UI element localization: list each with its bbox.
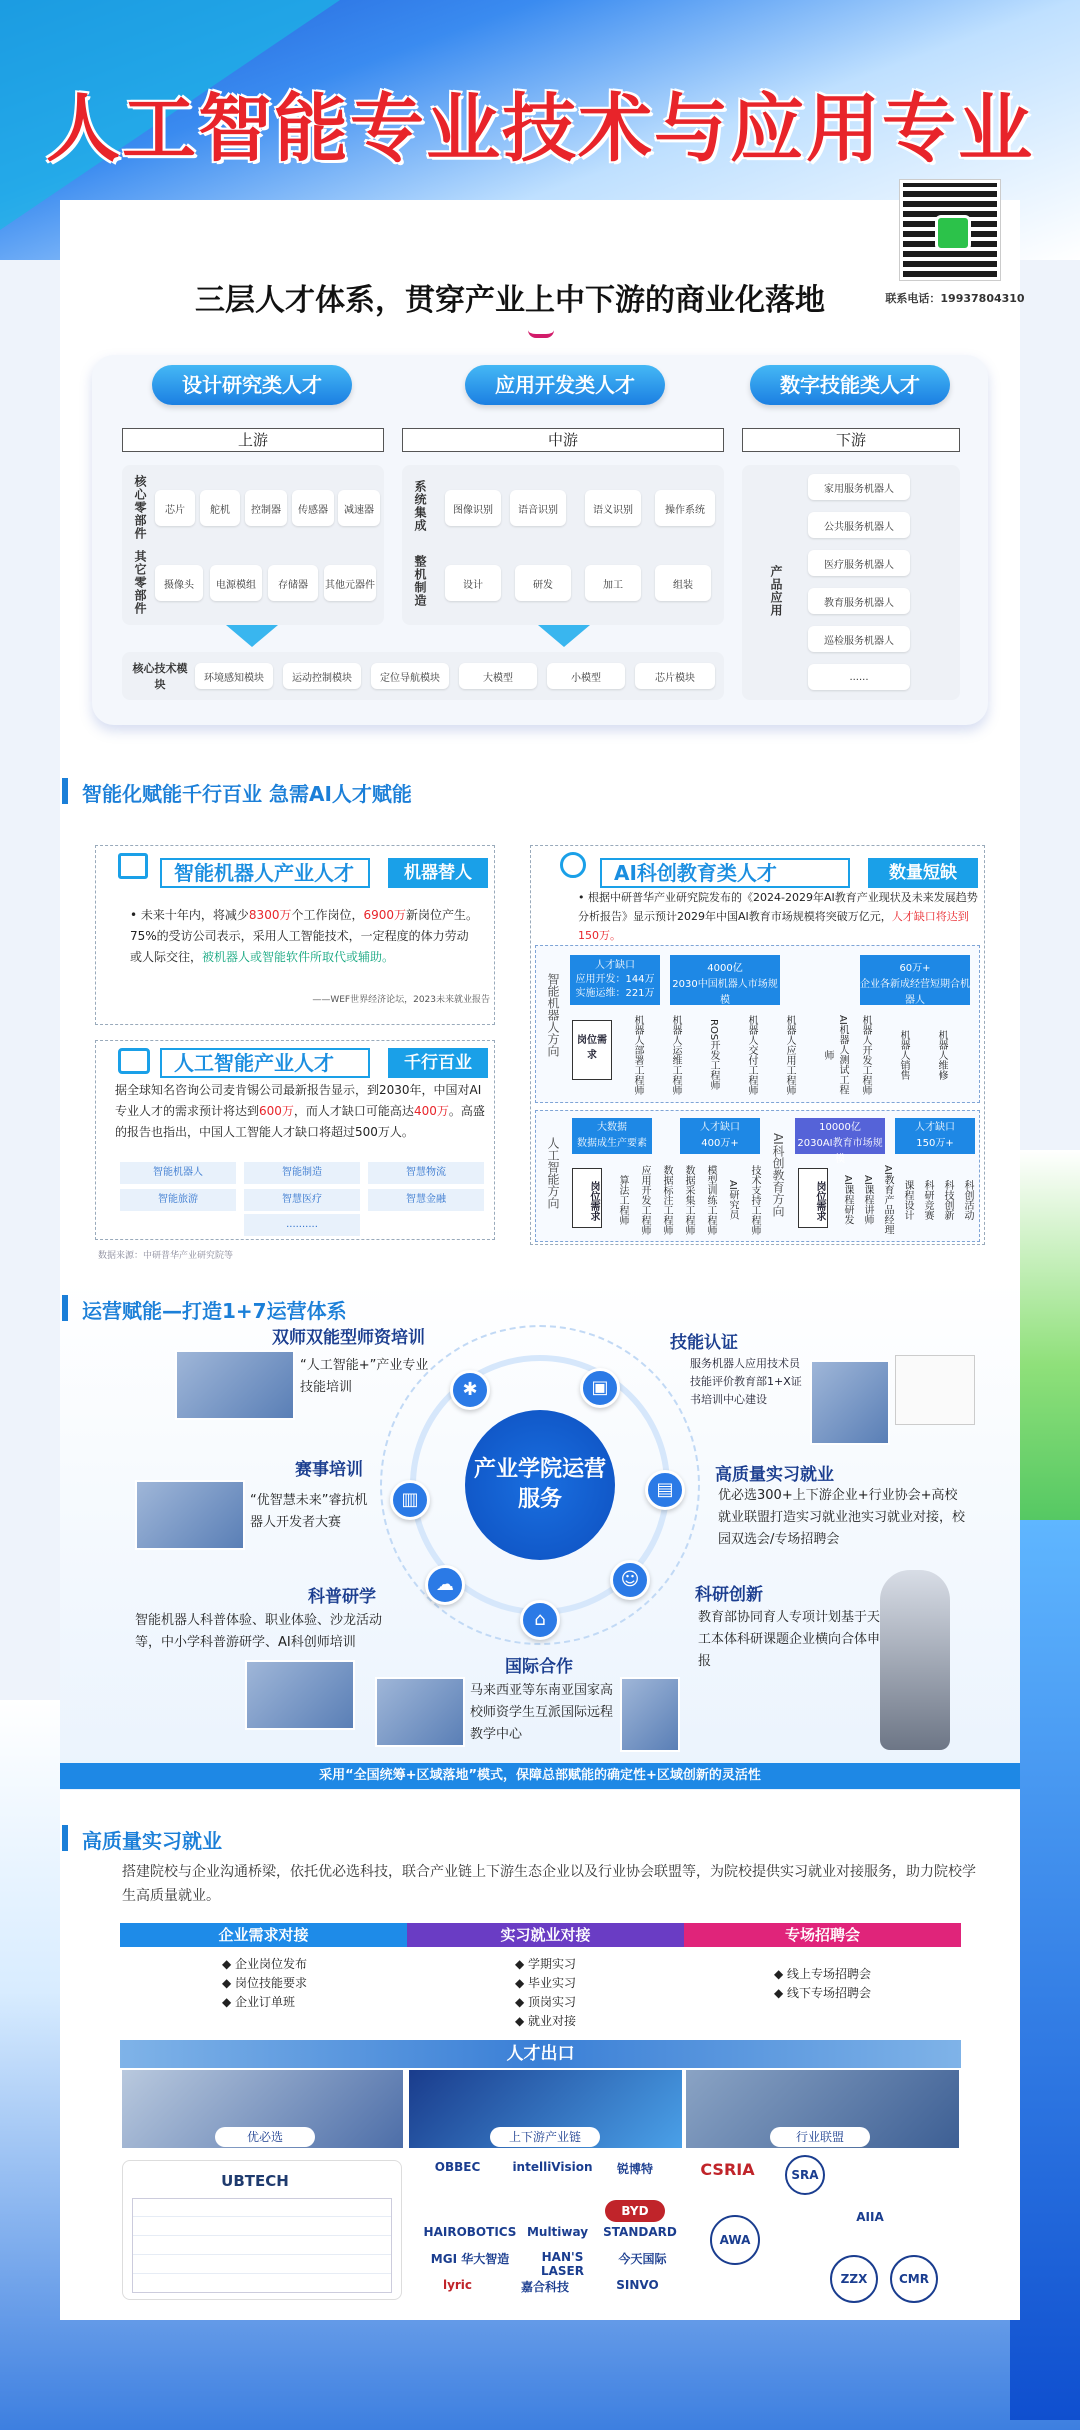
logo-18: AIIA: [856, 2210, 884, 2224]
job1-5: 机器人应用工程师: [784, 1015, 795, 1095]
mini-1: 智能机器人: [120, 1162, 236, 1184]
job2-1: 算法工程师: [617, 1174, 628, 1225]
logo-11: MGI 华大智造: [430, 2252, 510, 2266]
intl-photo-1: [375, 1677, 465, 1747]
job1-3: ROS开发工程师: [708, 1019, 719, 1091]
chip-mid-4: 操作系统: [655, 490, 715, 526]
job3-3: AI教育产品经理: [882, 1164, 893, 1235]
gap-e: 10000亿 2030AI教育市场规模: [795, 1118, 885, 1154]
dir-ai: 人工智能方向: [546, 1137, 560, 1209]
stage-down: 下游: [742, 428, 960, 452]
logo-4: 锐博特: [616, 2162, 653, 2176]
center-circle: 产业学院运营服务: [465, 1410, 615, 1560]
side-green-band: [1020, 1150, 1080, 1580]
job3-4: 课程设计: [902, 1179, 913, 1220]
job3-7: 科创活动: [962, 1179, 973, 1220]
logo-15: 嘉合科技: [520, 2280, 569, 2294]
label-manufacturing: 整机制造: [413, 555, 427, 607]
gap-f: 人才缺口 150万+: [895, 1118, 975, 1154]
midstream-group: [402, 465, 724, 625]
chip-down-6: ......: [808, 664, 910, 690]
talent-subtitle: 三层人才体系，贯穿产业上中下游的商业化落地: [195, 283, 825, 318]
logo-13: 今天国际: [618, 2252, 667, 2266]
research-title: 科普研学: [308, 1587, 376, 1607]
cert-text: 服务机器人应用技术员技能评价教育部1+X证书培训中心建设: [690, 1357, 802, 1406]
intern-text: 优必选300+上下游企业+行业协会+高校就业联盟打造实习就业池实习就业对接，校园双选会/专场招聘会: [718, 1488, 966, 1547]
upstream-group: [122, 465, 384, 625]
pill-design: 设计研究类人才: [152, 365, 352, 405]
ai-industry-tag: 千行百业: [388, 1048, 488, 1078]
job3-1: AI课程研发: [842, 1174, 853, 1225]
intl-photo-2: [620, 1677, 680, 1752]
pos-label-3: 岗位需求: [798, 1168, 828, 1228]
core-tech-label: 核心技术模块: [132, 662, 188, 691]
job1-2: 机器人运维工程师: [670, 1015, 681, 1095]
comp-title: 赛事培训: [295, 1460, 363, 1480]
logo-ubtech: UBTECH: [221, 2172, 289, 2190]
job2-3: 数据标注工程师: [661, 1164, 672, 1235]
col-head-2: 实习就业对接: [407, 1923, 684, 1947]
factory-icon: [118, 853, 148, 879]
job1-7: 机器人开发工程师: [860, 1015, 871, 1095]
ai-industry-title: 人工智能产业人才: [160, 1048, 370, 1078]
dir-edu: AI科创教育方向: [771, 1133, 785, 1217]
chart-node-icon: ▤: [645, 1470, 685, 1510]
logo-10: STANDARD: [603, 2225, 677, 2239]
research-text: 智能机器人科普体验、职业体验、沙龙活动等，中小学科普游研学、AI科创师培训: [135, 1613, 383, 1650]
chip-up-8: 存储器: [268, 565, 318, 601]
qr-code: [900, 180, 1000, 280]
job1-8: 机器人销售: [898, 1030, 909, 1080]
chip-up-9: 其他元器件: [324, 565, 376, 601]
mini-3: 智慧物流: [368, 1162, 484, 1184]
section-bar-2: [62, 1295, 68, 1321]
cert-photo: [810, 1360, 890, 1445]
job3-2: AI课程讲师: [862, 1174, 873, 1225]
chip-mid-6: 研发: [515, 565, 571, 601]
chip-down-4: 教育服务机器人: [808, 588, 910, 614]
humanoid-robot: [880, 1570, 950, 1750]
chip-up-5: 减速器: [338, 490, 380, 526]
chip-up-6: 摄像头: [155, 565, 203, 601]
logo-3: intelliVision: [512, 2160, 593, 2174]
gap-a: 人才缺口 应用开发：144万 实施运维：221万: [570, 955, 660, 1005]
arrow-mid: [538, 625, 590, 647]
big-data: 大数据 数据成生产要素: [572, 1118, 652, 1154]
section-bar-1: [62, 778, 68, 804]
logo-14: lyric: [442, 2278, 473, 2292]
intl-title: 国际合作: [505, 1657, 573, 1677]
label-core-parts: 核心零部件: [133, 475, 147, 540]
stage-up: 上游: [122, 428, 384, 452]
chip-mid-7: 加工: [585, 565, 641, 601]
chip-mid-8: 组装: [655, 565, 711, 601]
mini-7: ..........: [244, 1214, 360, 1236]
people-node-icon: ☺: [610, 1560, 650, 1600]
chip-down-3: 医疗服务机器人: [808, 550, 910, 576]
chip-mid-5: 设计: [445, 565, 501, 601]
chip-mid-3: 语义识别: [585, 490, 641, 526]
job1-6: AI机器人测试工程师: [822, 1015, 848, 1095]
logo-6: SRA: [785, 2155, 825, 2195]
innov-title: 科研创新: [695, 1585, 763, 1605]
section-bar-3: [62, 1825, 68, 1851]
cloud-node-icon: ☁: [425, 1565, 465, 1605]
org-chart: [132, 2198, 392, 2293]
exit-label-1: 优必选: [215, 2127, 315, 2147]
job3-5: 科研竞赛: [922, 1179, 933, 1220]
mini-5: 智慧医疗: [244, 1189, 360, 1211]
col-list-3: ◆ 线上专场招聘会 ◆ 线下专场招聘会: [774, 1967, 872, 2000]
core-chip-2: 运动控制模块: [283, 663, 361, 689]
innov-text: 教育部协同育人专项计划基于天工本体科研课题企业横向合体申报: [698, 1610, 881, 1669]
logo-12: HAN'S LASER: [540, 2250, 584, 2278]
logo-7: BYD: [605, 2200, 665, 2222]
doc-node-icon: ▥: [390, 1480, 430, 1520]
col-head-1: 企业需求对接: [120, 1923, 407, 1947]
logo-2: OBBEC: [434, 2160, 481, 2174]
dual-text: “人工智能+”产业专业技能培训: [300, 1358, 429, 1395]
dual-title: 双师双能型师资培训: [272, 1328, 425, 1348]
core-chip-5: 小模型: [547, 663, 625, 689]
logo-8: HAIROBOTICS: [423, 2225, 517, 2239]
logo-20: CMR: [890, 2255, 938, 2303]
job1-4: 机器人交付工程师: [746, 1015, 757, 1095]
person-icon: [560, 852, 586, 878]
intl-text: 马来西亚等东南亚国家高校师资学生互派国际远程教学中心: [470, 1683, 614, 1742]
briefcase-icon: [118, 1048, 150, 1074]
robot-talent-title: 智能机器人产业人才: [160, 858, 370, 888]
chip-up-2: 舵机: [200, 490, 240, 526]
gap-d: 人才缺口 400万+: [680, 1118, 760, 1154]
side-blue-band: [1010, 1520, 1080, 2420]
chip-up-1: 芯片: [155, 490, 195, 526]
col-head-3: 专场招聘会: [684, 1923, 961, 1947]
ai-edu-text: • 根据中研普华产业研究院发布的《2024-2029年AI教育产业现状及未来发展趋势分析报告》显示预计2029年中国AI教育市场规模将突破万亿元，人才缺口将达到150万。: [578, 891, 978, 942]
job2-5: 模型训练工程师: [705, 1164, 716, 1235]
job1-1: 机器人部署工程师: [632, 1015, 643, 1095]
core-chip-1: 环境感知模块: [195, 663, 273, 689]
job2-7: 技术支持工程师: [749, 1164, 760, 1235]
mini-4: 智能旅游: [120, 1189, 236, 1211]
gap-b: 4000亿 2030中国机器人市场规模: [670, 955, 780, 1005]
logo-9: Multiway: [526, 2225, 589, 2239]
building-node-icon: ⌂: [520, 1600, 560, 1640]
contact-label: 联系电话：19937804310: [885, 292, 1025, 305]
core-chip-4: 大模型: [459, 663, 537, 689]
logo-17: AWA: [710, 2215, 760, 2265]
label-other-parts: 其它零部件: [133, 550, 147, 615]
chip-up-3: 控制器: [245, 490, 287, 526]
ai-edu-tag: 数量短缺: [868, 858, 978, 888]
chip-up-4: 传感器: [292, 490, 334, 526]
pill-dev: 应用开发类人才: [465, 365, 665, 405]
dual-photo: [175, 1350, 295, 1420]
logo-16: SINVO: [616, 2278, 659, 2292]
core-chip-6: 芯片模块: [635, 663, 715, 689]
chip-up-7: 电源模组: [210, 565, 262, 601]
subtitle-mark: [528, 330, 554, 338]
arrow-up: [226, 625, 278, 647]
data-source: 数据来源：中研普华产业研究院等: [98, 1251, 234, 1261]
gap-c: 60万+ 企业各新成经营短期合机器人: [860, 955, 970, 1005]
robot-talent-text: • 未来十年内，将减少8300万个工作岗位，6900万新岗位产生。 75%的受访公司表示，采用人工智能技术，一定程度的体力劳动或人际交往，被机器人或智能软件所取代或辅助。: [130, 908, 479, 964]
logo-5: CSRIA: [700, 2160, 755, 2179]
mini-2: 智能制造: [244, 1162, 360, 1184]
mini-6: 智慧金融: [368, 1189, 484, 1211]
chip-mid-2: 语音识别: [510, 490, 566, 526]
core-chip-3: 定位导航模块: [371, 663, 449, 689]
ai-industry-text: 据全球知名咨询公司麦肯锡公司最新报告显示，到2030年，中国对AI专业人才的需求预计将达到600万，而人才缺口可能高达400万。高盛的报告也指出，中国人工智能人才缺口将超过500万人。: [115, 1083, 485, 1139]
pos-label-2: 岗位需求: [572, 1168, 602, 1228]
exit-label-2: 上下游产业链: [490, 2127, 600, 2147]
robot-source: ——WEF世界经济论坛，2023未来就业报告: [312, 995, 490, 1005]
chip-down-1: 家用服务机器人: [808, 474, 910, 500]
ai-edu-title: AI科创教育类人才: [600, 858, 850, 888]
col-list-2: ◆ 学期实习 ◆ 毕业实习 ◆ 顶岗实习 ◆ 就业对接: [515, 1957, 577, 2028]
dir-robot: 智能机器人方向: [546, 973, 560, 1057]
page-title: 人工智能专业技术与应用专业: [46, 86, 1034, 172]
job2-2: 应用开发工程师: [639, 1164, 650, 1235]
certificate-image: [895, 1355, 975, 1425]
pos-label-1: 岗位需求: [572, 1020, 612, 1080]
job3-6: 科技创新: [942, 1179, 953, 1220]
section-title-ai: 智能化赋能千行百业 急需AI人才赋能: [82, 782, 412, 806]
network-node-icon: ✱: [450, 1370, 490, 1410]
ops-strip: 采用“全国统筹+区域落地”模式，保障总部赋能的确定性+区域创新的灵活性: [60, 1763, 1020, 1789]
col-list-1: ◆ 企业岗位发布 ◆ 岗位技能要求 ◆ 企业订单班: [222, 1957, 308, 2009]
comp-text: “优智慧未来”睿抗机器人开发者大赛: [250, 1493, 368, 1530]
cert-node-icon: ▣: [580, 1368, 620, 1408]
label-system-integration: 系统集成: [413, 480, 427, 532]
chip-down-5: 巡检服务机器人: [808, 626, 910, 652]
chip-mid-1: 图像识别: [445, 490, 501, 526]
label-product-app: 产品应用: [769, 565, 783, 617]
pill-digital: 数字技能类人才: [750, 365, 950, 405]
jobs-intro: 搭建院校与企业沟通桥梁，依托优必选科技，联合产业链上下游生态企业以及行业协会联盟等，为院校提供实习就业对接服务，助力院校学生高质量就业。: [122, 1864, 976, 1904]
job2-6: AI研究员: [727, 1179, 738, 1220]
job2-4: 数据采集工程师: [683, 1164, 694, 1235]
job1-9: 机器人维修: [936, 1030, 947, 1080]
intern-title: 高质量实习就业: [715, 1465, 834, 1485]
talent-exit-bar: 人才出口: [120, 2040, 961, 2068]
research-photo: [245, 1660, 355, 1730]
comp-photo: [135, 1480, 245, 1550]
robot-talent-tag: 机器替人: [388, 858, 488, 888]
section-title-ops: 运营赋能—打造1+7运营体系: [82, 1299, 347, 1323]
stage-mid: 中游: [402, 428, 724, 452]
cert-title: 技能认证: [670, 1333, 738, 1353]
chip-down-2: 公共服务机器人: [808, 512, 910, 538]
exit-label-3: 行业联盟: [770, 2127, 870, 2147]
logo-19: ZZX: [830, 2255, 878, 2303]
section-title-jobs: 高质量实习就业: [82, 1829, 222, 1853]
